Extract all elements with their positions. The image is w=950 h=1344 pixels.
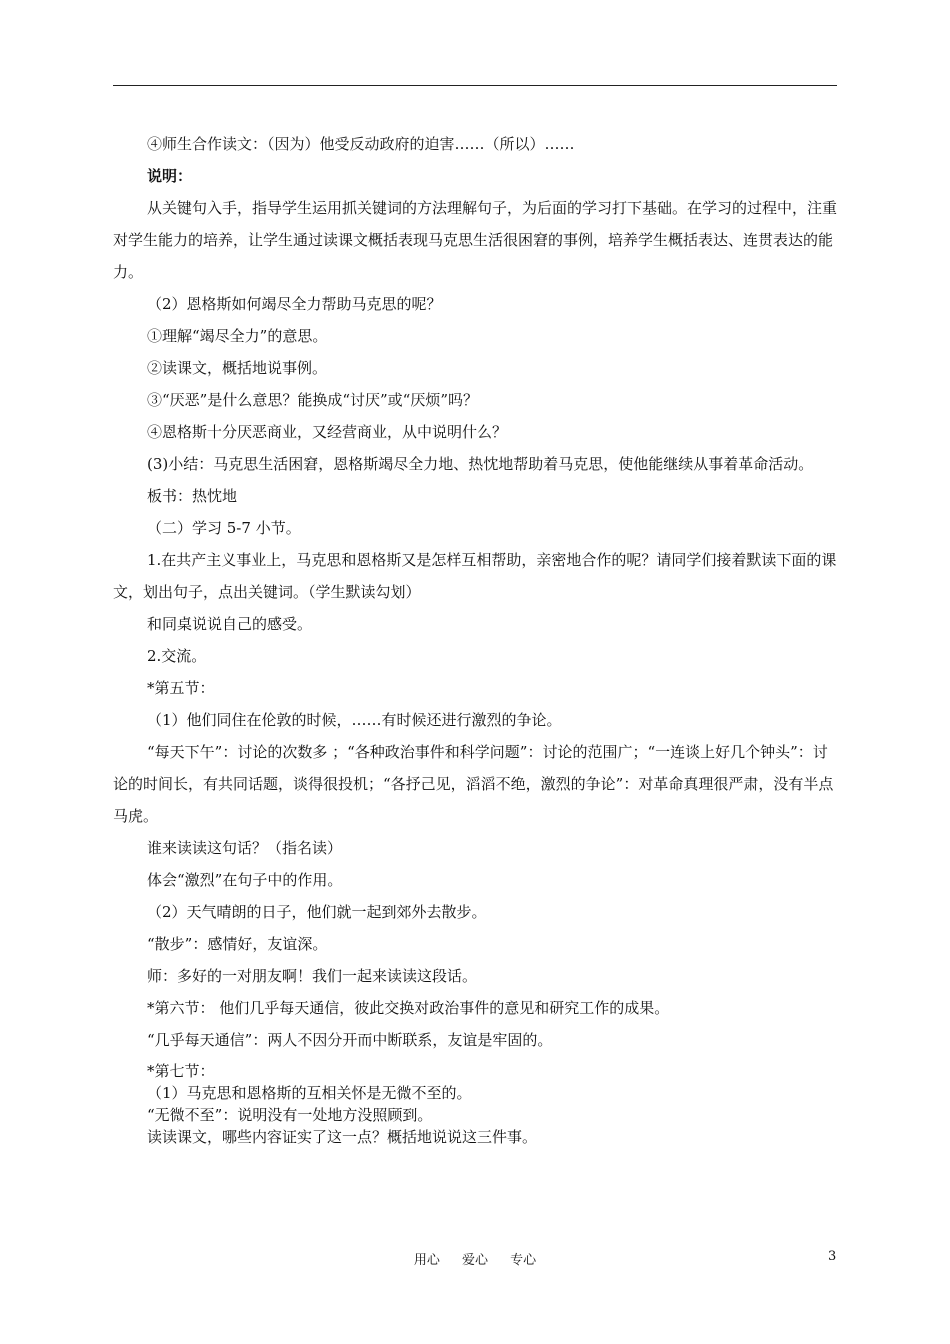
paragraph: 2.交流。 bbox=[147, 647, 207, 665]
paragraph: ③“厌恶”是什么意思？能换成“讨厌”或“厌烦”吗？ bbox=[147, 391, 479, 409]
footer-motto bbox=[0, 1249, 950, 1268]
paragraph: “每天下午”：讨论的次数多 ；“各种政治事件和科学问题”：讨论的范围广；“一连谈上好几个钟头”：讨论的时间长，有共同话题，谈得很投机；“各抒己见，滔滔不绝，激烈的争论”：对革命真理很严肃，没有半点马虎。 bbox=[113, 743, 834, 825]
paragraph: “散步”：感情好，友谊深。 bbox=[147, 935, 328, 953]
paragraph: 读读课文，哪些内容证实了这一点？概括地说说这三件事。 bbox=[147, 1128, 538, 1146]
section-label-explanation: 说明： bbox=[147, 167, 193, 185]
paragraph: 和同桌说说自己的感受。 bbox=[147, 615, 313, 633]
blackboard-note: 板书：热忱地 bbox=[147, 487, 238, 505]
paragraph: 师：多好的一对朋友啊！我们一起来读读这段话。 bbox=[147, 967, 478, 985]
paragraph: 谁来读读这句话？（指名读） bbox=[147, 839, 343, 857]
paragraph: 体会“激烈”在句子中的作用。 bbox=[147, 871, 343, 889]
paragraph: （2）恩格斯如何竭尽全力帮助马克思的呢？ bbox=[147, 295, 442, 313]
footer-word: 专心 bbox=[510, 1253, 537, 1268]
paragraph: （2）天气晴朗的日子，他们就一起到郊外去散步。 bbox=[147, 903, 487, 921]
page-number: 3 bbox=[828, 1249, 837, 1264]
paragraph: “无微不至”：说明没有一处地方没照顾到。 bbox=[147, 1106, 433, 1124]
header-rule bbox=[113, 85, 837, 86]
paragraph: （1）他们同住在伦敦的时候，……有时候还进行激烈的争论。 bbox=[147, 711, 562, 729]
section-heading: （二）学习 5-7 小节。 bbox=[147, 519, 301, 537]
paragraph: 1.在共产主义事业上，马克思和恩格斯又是怎样互相帮助，亲密地合作的呢？请同学们接着默读下面的课文，划出句子，点出关键词。（学生默读勾划） bbox=[113, 551, 837, 601]
footer-word: 用心 bbox=[413, 1253, 440, 1268]
subsection-heading: *第六节： 他们几乎每天通信，彼此交换对政治事件的意见和研究工作的成果。 bbox=[147, 999, 670, 1017]
paragraph: “几乎每天通信”：两人不因分开而中断联系，友谊是牢固的。 bbox=[147, 1031, 553, 1049]
paragraph: (3)小结：马克思生活困窘，恩格斯竭尽全力地、热忱地帮助着马克思，使他能继续从事着革命活动。 bbox=[147, 455, 814, 473]
footer-word: 爱心 bbox=[461, 1253, 488, 1268]
paragraph: ④师生合作读文：（因为）他受反动政府的迫害……（所以）…… bbox=[147, 135, 575, 153]
paragraph: （1）马克思和恩格斯的互相关怀是无微不至的。 bbox=[147, 1084, 472, 1102]
paragraph: ①理解“竭尽全力”的意思。 bbox=[147, 327, 328, 345]
paragraph: 从关键句入手，指导学生运用抓关键词的方法理解句子，为后面的学习打下基础。在学习的过程中，注重对学生能力的培养，让学生通过读课文概括表现马克思生活很困窘的事例，培养学生概括表达、连贯表达的能力。 bbox=[113, 199, 838, 281]
subsection-heading: *第五节： bbox=[147, 679, 215, 697]
document-body bbox=[113, 128, 837, 1148]
subsection-heading: *第七节： bbox=[147, 1062, 215, 1080]
paragraph: ②读课文，概括地说事例。 bbox=[147, 359, 328, 377]
paragraph: ④恩格斯十分厌恶商业，又经营商业，从中说明什么？ bbox=[147, 423, 508, 441]
